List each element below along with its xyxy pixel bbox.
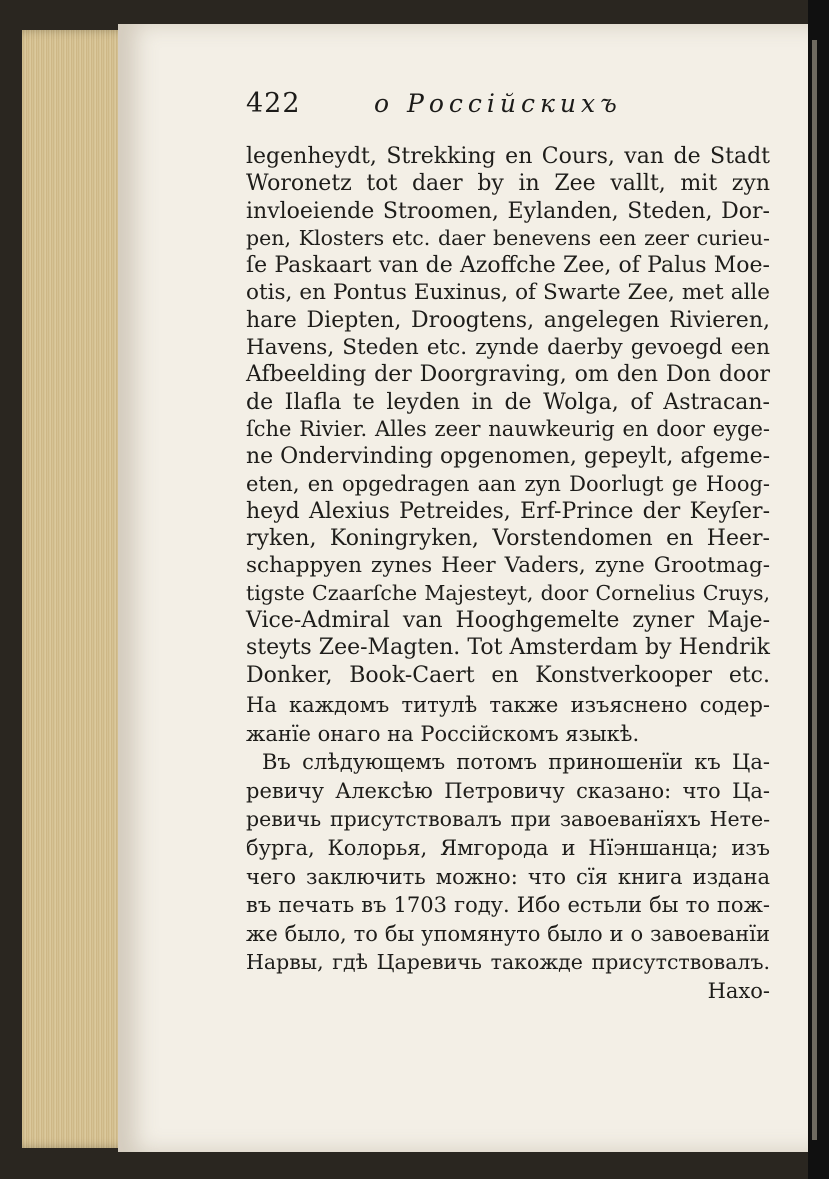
text-line: жанїе онаго на Россійскомъ языкѣ. — [246, 721, 640, 746]
text-line: ryken, Koningryken, Vorstendomen en Heer- — [246, 526, 770, 552]
text-line: Donker, Book-Caert en Konstverkooper etc. — [246, 662, 770, 688]
running-head: о Россійскихъ — [374, 89, 622, 118]
text-line: schappyen zynes Heer Vaders, zyne Grootmag- — [246, 553, 770, 579]
text-line: же было, то бы упомянуто было и о завоеванїи — [246, 921, 770, 946]
text-line: otis, en Pontus Euxinus, of Swarte Zee, met alle — [246, 280, 770, 306]
catchword: Нахо- — [707, 978, 770, 1003]
text-line: ne Ondervinding opgenomen, gepeylt, afgeme- — [246, 444, 771, 470]
text-line: ревичу Алексѣю Петровичу сказано: что Ца- — [246, 778, 770, 803]
text-line: de Ilafla te leyden in de Wolga, of Astracan- — [246, 389, 770, 415]
text-line: Въ слѣдующемъ потомъ приношенїи къ Ца- — [262, 750, 770, 775]
text-line: invloeiende Stroomen, Eylanden, Steden, Dor- — [246, 198, 770, 224]
page-header — [246, 88, 776, 128]
text-line: ſche Rivier. Alles zeer nauwkeurig en door eyge- — [246, 416, 770, 441]
text-line: На каждомъ титулѣ также изъяснено содер- — [246, 693, 770, 717]
text-line: legenheydt, Strekking en Cours, van de Stadt — [246, 144, 770, 169]
page-number: 422 — [246, 88, 301, 119]
dutch-text-block — [246, 143, 770, 689]
russian-text-block — [246, 691, 770, 1006]
text-line: tigste Czaarſche Majesteyt, door Cornelius Cruys, — [246, 580, 770, 605]
text-line: Нарвы, гдѣ Царевичь такожде присутствовалъ. — [246, 950, 770, 975]
text-line: ревичь присутствовалъ при завоеванїяхъ Нете- — [246, 807, 770, 832]
page-edges — [22, 30, 132, 1148]
text-line: Woronetz tot daer by in Zee vallt, mit zyn — [246, 171, 770, 197]
binding-strip — [812, 40, 817, 1140]
text-line: pen, Klosters etc. daer benevens een zeer curieu- — [246, 225, 770, 250]
text-line: steyts Zee-Magten. Tot Amsterdam by Hendrik — [246, 635, 770, 661]
text-line: hare Diepten, Droogtens, angelegen Rivieren, — [246, 307, 770, 333]
text-line: Havens, Steden etc. zynde daerby gevoegd een — [246, 335, 770, 361]
text-line: въ печать въ 1703 году. Ибо естьли бы то пож- — [246, 893, 770, 918]
text-line: чего заключить можно: что сїя книга издана — [246, 864, 770, 889]
text-line: бурга, Колорья, Ямгорода и Нїэншанца; изъ — [246, 835, 770, 860]
text-line: Vice-Admiral van Hooghgemelte zyner Maje- — [246, 608, 770, 634]
text-line: Afbeelding der Doorgraving, om den Don door — [246, 362, 770, 388]
text-line: ſe Paskaart van de Azoffche Zee, of Palus Moe- — [246, 253, 770, 279]
text-line: eten, en opgedragen aan zyn Doorlugt ge Hoog- — [246, 471, 770, 496]
text-line: heyd Alexius Petreides, Erf-Prince der Keyſer- — [246, 498, 770, 524]
